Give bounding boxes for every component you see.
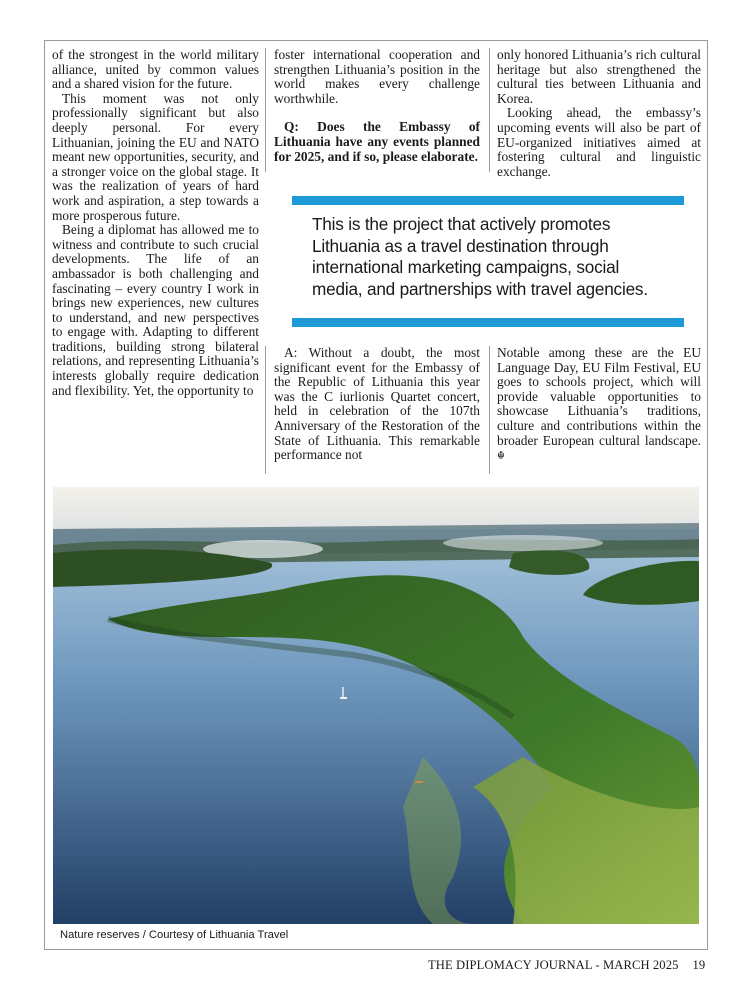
column-rule	[489, 48, 490, 172]
page-number: 19	[692, 958, 706, 972]
paragraph: foster international cooperation and strengthen Lithuania’s position in the world makes every challenge worthwhile.	[274, 47, 480, 106]
interview-question: Q: Does the Embassy of Lithuania have any events planned for 2025, and if so, please elaborate.	[274, 119, 480, 164]
photo-caption: Nature reserves / Courtesy of Lithuania Travel	[60, 929, 289, 941]
article-column-3-top	[497, 48, 701, 179]
pull-quote-top-bar	[292, 196, 684, 205]
paragraph: Being a diplomat has allowed me to witness and contribute to such crucial developments. The life of an ambassador is both challenging and fascinating – every country I work in brings new experiences, new cultures to understand, and new perspectives to engage with. Adapting to different traditions, building strong bilateral relations, and representing Lithuania’s interests globally require dedication and flexibility. Yet, the opportunity to	[52, 222, 259, 398]
article-column-2-bottom	[274, 346, 480, 463]
paragraph: only honored Lithuania’s rich cultural heritage but also strengthened the cultural ties between Lithuania and Korea.	[497, 47, 701, 106]
column-rule	[265, 346, 266, 474]
publication-name: THE DIPLOMACY JOURNAL - MARCH 2025	[428, 958, 679, 972]
paragraph	[497, 346, 701, 464]
column-rule	[489, 346, 490, 474]
article-column-2-top	[274, 48, 480, 164]
pull-quote: This is the project that actively promotes Lithuania as a travel destination through international marketing campaigns, social media, and partnerships with travel agencies.	[312, 214, 648, 299]
pull-quote-bottom-bar	[292, 318, 684, 327]
page-footer	[428, 958, 705, 973]
lake-landscape-photo	[53, 487, 699, 924]
column-rule	[265, 48, 266, 172]
article-column-1	[52, 48, 259, 398]
paragraph: This moment was not only professionally significant but also deeply personal. For every Lithuanian, joining the EU and NATO meant new opportunities, security, and a stronger voice on the global stage. It was the realization of years of hard work and aspiration, a step towards a more prosperous future.	[52, 90, 259, 223]
interview-answer: A: Without a doubt, the most significant event for the Embassy of the Republic of Lithuania this year was the C iurlionis Quartet concert, held in celebration of the 107th Anniversary of the Restoration of the State of Lithuania. This remarkable performance not	[274, 345, 480, 463]
end-of-article-icon: ☬	[497, 449, 505, 463]
paragraph-text: Notable among these are the EU Language Day, EU Film Festival, EU goes to schools project, which will provide valuable opportunities to showcase Lithuania’s traditions, culture and contributions within the broader European cultural landscape.	[497, 345, 701, 448]
paragraph: Looking ahead, the embassy’s upcoming events will also be part of EU-organized initiatives aimed at fostering cultural and linguistic exchange.	[497, 105, 701, 179]
lake-landscape-image	[53, 487, 699, 924]
article-column-3-bottom	[497, 346, 701, 464]
paragraph: of the strongest in the world military alliance, united by common values and a shared vision for the future.	[52, 47, 259, 92]
